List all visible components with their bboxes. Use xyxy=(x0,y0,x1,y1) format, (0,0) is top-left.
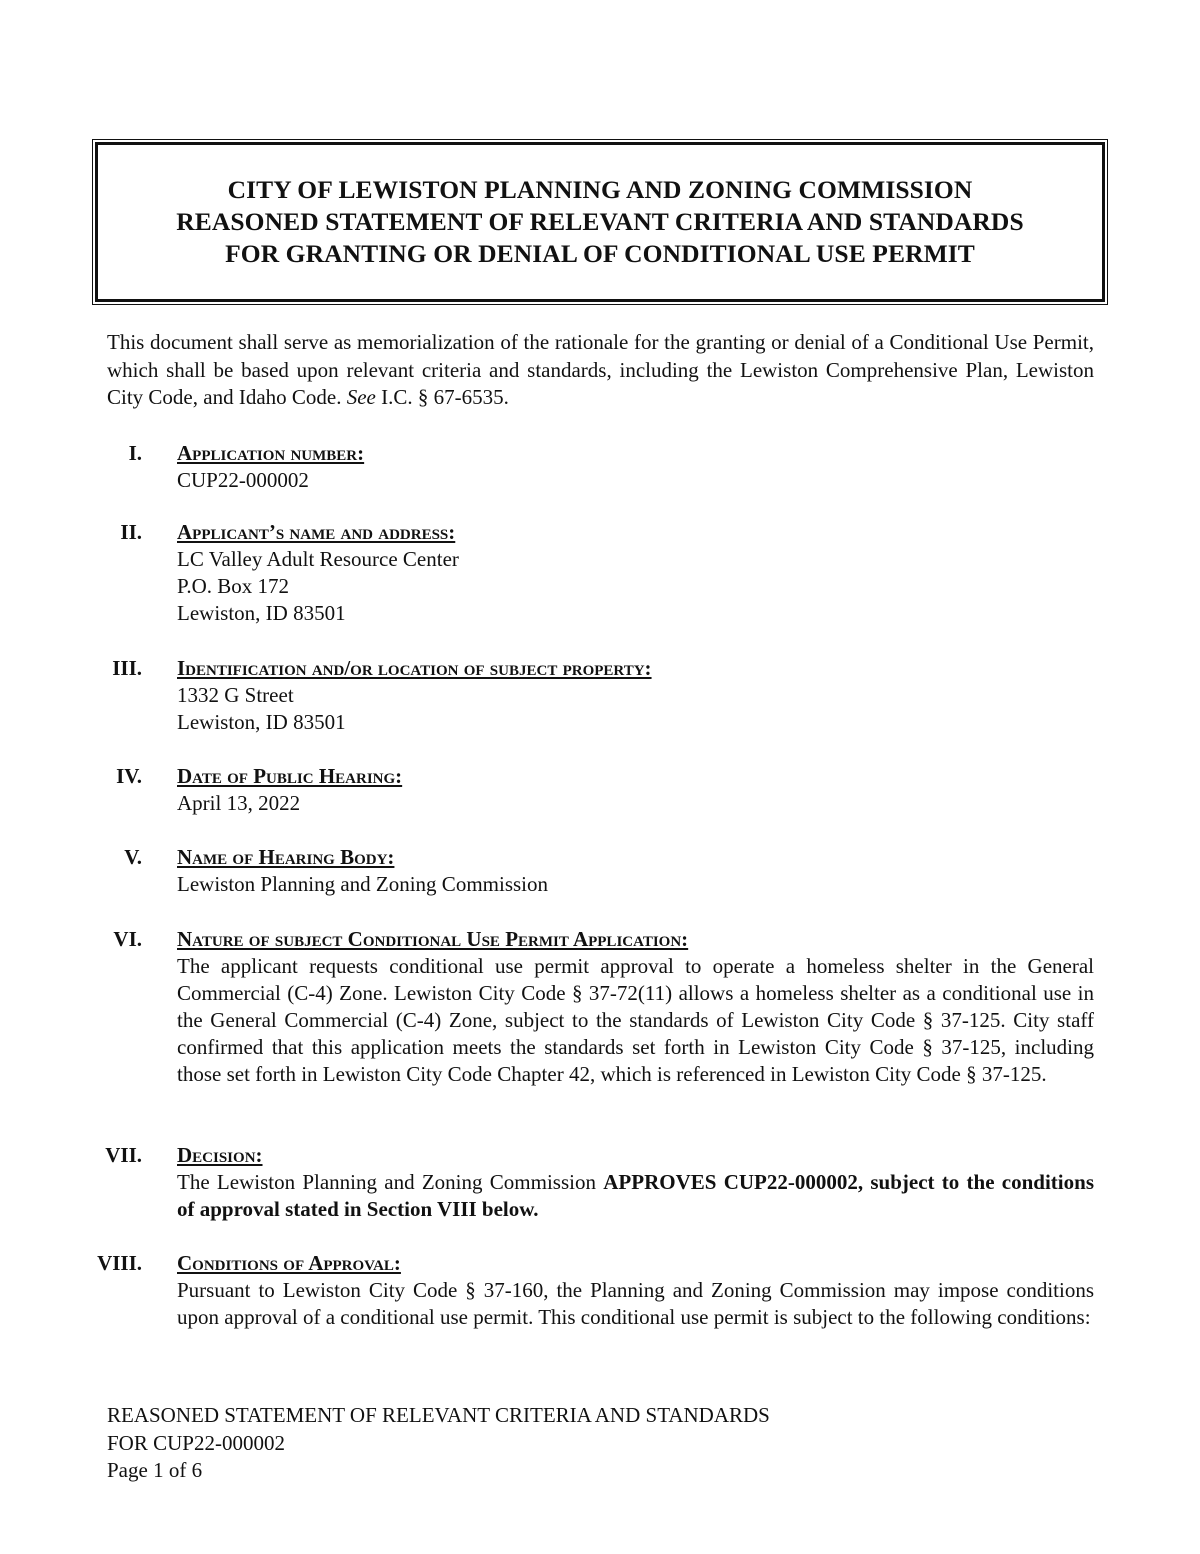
section-numeral: II. xyxy=(120,520,142,544)
section-heading: Name of Hearing Body: xyxy=(177,845,395,869)
title-line-1: CITY OF LEWISTON PLANNING AND ZONING COMMISSION xyxy=(227,175,973,204)
decision-text: The Lewiston Planning and Zoning Commission xyxy=(177,1170,604,1194)
section-heading: Identification and/or location of subject property: xyxy=(177,656,652,680)
section-numeral: V. xyxy=(124,845,142,869)
section-numeral: VIII. xyxy=(97,1251,142,1275)
title-line-2: REASONED STATEMENT OF RELEVANT CRITERIA AND STANDARDS xyxy=(176,207,1024,236)
section-heading: Application number: xyxy=(177,441,365,465)
intro-see: See xyxy=(346,385,376,409)
section-numeral: VII. xyxy=(105,1143,142,1167)
intro-paragraph xyxy=(107,329,1094,412)
section-heading: Conditions of Approval: xyxy=(177,1251,401,1275)
section-numeral: VI. xyxy=(113,927,142,951)
decision-paragraph xyxy=(177,1169,1094,1223)
property-street: 1332 G Street xyxy=(177,683,294,707)
conditions-paragraph: Pursuant to Lewiston City Code § 37-160, the Planning and Zoning Commission may impose conditions upon approval of a conditional use permit. This conditional use permit is subject to the following conditions: xyxy=(177,1278,1094,1329)
section-heading: Date of Public Hearing: xyxy=(177,764,403,788)
applicant-city: Lewiston, ID 83501 xyxy=(177,601,346,625)
applicant-name: LC Valley Adult Resource Center xyxy=(177,547,459,571)
applicant-po-box: P.O. Box 172 xyxy=(177,574,290,598)
section-numeral: IV. xyxy=(116,764,142,788)
application-nature-paragraph: The applicant requests conditional use permit approval to operate a homeless shelter in the General Commercial (C-4) Zone. Lewiston City Code § 37-72(11) allows a homeless shelter as a conditional use in the General Commercial (C-4) Zone, subject to the standards of Lewiston City Code § 37-125. City staff confirmed that this application meets the standards set forth in Lewiston City Code § 37-125, including those set forth in Lewiston City Code Chapter 42, which is referenced in Lewiston City Code § 37-125. xyxy=(177,954,1094,1086)
property-city: Lewiston, ID 83501 xyxy=(177,710,346,734)
footer-line-2: FOR CUP22-000002 xyxy=(107,1430,285,1455)
section-heading: Decision: xyxy=(177,1143,263,1167)
footer-line-1: REASONED STATEMENT OF RELEVANT CRITERIA AND STANDARDS xyxy=(107,1403,770,1427)
decision-approval: APPROVES CUP22-000002, subject to the conditions of approval stated in Section VIII below. xyxy=(177,1170,1094,1221)
hearing-date-value: April 13, 2022 xyxy=(177,791,301,815)
title-box xyxy=(95,142,1105,302)
section-heading: Applicant’s name and address: xyxy=(177,520,456,544)
section-numeral: III. xyxy=(112,656,142,680)
application-number-value: CUP22-000002 xyxy=(177,468,309,492)
title-line-3: FOR GRANTING OR DENIAL OF CONDITIONAL USE PERMIT xyxy=(225,239,975,268)
page-footer xyxy=(107,1402,770,1485)
intro-text-after: I.C. § 67-6535. xyxy=(375,385,509,409)
hearing-body-value: Lewiston Planning and Zoning Commission xyxy=(177,872,548,896)
section-numeral: I. xyxy=(128,441,142,465)
section-heading: Nature of subject Conditional Use Permit Application: xyxy=(177,927,689,951)
footer-page-number: Page 1 of 6 xyxy=(107,1458,203,1482)
intro-text-before: This document shall serve as memorialization of the rationale for the granting or denial of a Conditional Use Permit, which shall be based upon relevant criteria and standards, including the Lewiston Comprehensive Plan, Lewiston City Code, and Idaho Code. xyxy=(107,330,1094,409)
